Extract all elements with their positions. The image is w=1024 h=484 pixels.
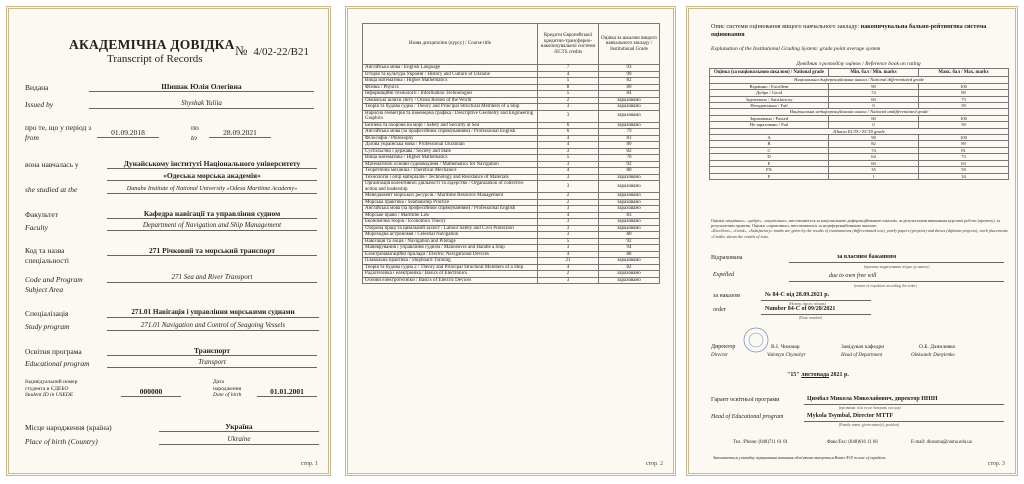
- edu-label-en: Educational program: [25, 359, 90, 368]
- expelled-ua: за власним бажанням: [837, 254, 897, 260]
- course-grade: 93: [599, 65, 660, 72]
- grade-max: 73: [919, 154, 1009, 160]
- grading-body: [710, 77, 1009, 180]
- grade-max: 34: [919, 173, 1009, 179]
- grade-name: C: [710, 147, 829, 153]
- expelled-hint-ua: (причина відрахування згідно до наказу): [864, 265, 930, 269]
- studied-label-en: she studied at the: [25, 185, 78, 194]
- course-title: Філософія / Philosophy: [363, 135, 538, 142]
- student-id-label-3: Student ID in USEDE: [25, 392, 74, 398]
- contact-email: E-mail: dinsoma@onma.edu.ua: [911, 440, 972, 445]
- course-grade: 92: [599, 161, 660, 168]
- course-ects: 3: [538, 148, 599, 155]
- course-title: Теорія та будова судна / Theory and Principal Structural Members of a Ship: [363, 104, 538, 111]
- order-ua: № 84-С від 28.09.2021 р.: [765, 292, 830, 298]
- grade-name: Зараховано / Passed: [710, 115, 829, 121]
- grade-max: 89: [919, 90, 1009, 96]
- grading-heading-prefix: Опис системи оцінювання вищого навчального закладу:: [711, 23, 861, 30]
- course-grade: 80: [599, 232, 660, 239]
- course-title: Англійська мова / English Language: [363, 65, 538, 72]
- grading-section-title: Національна недиференційована шкала / National undifferentiated grade: [710, 109, 1009, 115]
- grade-name: Відмінно / Excellent: [710, 83, 829, 89]
- grade-name: B: [710, 141, 829, 147]
- code-en: 271 Sea and River Transport: [107, 273, 317, 283]
- col-min: Мін. бал / Min. marks: [829, 69, 919, 77]
- student-id-label: [25, 379, 77, 399]
- course-row: [363, 181, 660, 193]
- date-from: 01.09.2018: [97, 128, 159, 138]
- course-grade: зараховано: [599, 174, 660, 181]
- grade-min: 35: [829, 167, 919, 173]
- grade-name: D: [710, 154, 829, 160]
- course-title: Безпека та охорона на морі / Safety and Security at Sea: [363, 122, 538, 129]
- grade-max: 59: [919, 103, 1009, 109]
- course-ects: 3: [538, 219, 599, 226]
- period-label-ua: про те, що у період з: [25, 123, 92, 132]
- course-ects: 4: [538, 212, 599, 219]
- course-ects: 2: [538, 199, 599, 206]
- course-ects: 6: [538, 129, 599, 136]
- courses-header: [363, 24, 660, 65]
- course-grade: 76: [599, 155, 660, 162]
- institution-en: Danube Institute of National University «Odesa Maritime Academy»: [107, 184, 317, 194]
- number-value: 4/02-22/В21: [253, 46, 310, 58]
- course-ects: 21: [538, 258, 599, 265]
- course-title: Маневрування і управління судном / Manoeuvre and Handle a Ship: [363, 245, 538, 252]
- grade-name: A: [710, 135, 829, 141]
- edu-ua: Транспорт: [107, 346, 317, 356]
- grade-min: 64: [829, 154, 919, 160]
- grade-max: 100: [919, 135, 1009, 141]
- note-ua: Оцінки «відмінно», «добре», «задовільно», виставляються за національною диференційованою шкалою, за результатами виконання курсової роботи (проекту), за результатами практик. Оцінки «зараховано» виставляються за недиференційованою шкалою.: [711, 218, 1001, 229]
- course-grade: зараховано: [599, 193, 660, 200]
- code-ua: 271 Річковий та морський транспорт: [107, 246, 317, 256]
- transcript-page-3: [686, 6, 1018, 476]
- course-grade: 83: [599, 212, 660, 219]
- grade-min: 60: [829, 160, 919, 166]
- course-grade: 89: [599, 84, 660, 91]
- studied-label-ua: вона навчалась у: [25, 160, 79, 169]
- course-title: Плавальна практика / Shipboard Training: [363, 258, 538, 265]
- guarantor-ua-line: [804, 404, 1004, 405]
- grade-name: Задовільно / Satisfactory: [710, 96, 829, 102]
- issue-date: [787, 372, 849, 378]
- director-name-en: Valentyn Chymshyr: [767, 353, 806, 358]
- spec-ua: 271.01 Навігація і управління морськими суднами: [107, 308, 319, 318]
- course-grade: зараховано: [599, 225, 660, 232]
- title-ua: АКАДЕМІЧНА ДОВІДКА: [69, 37, 235, 52]
- course-ects: 5: [538, 91, 599, 98]
- pob-ua: Україна: [159, 422, 319, 432]
- grading-header: [710, 69, 1009, 77]
- guarantor-hint-ua: (прізвище, ім'я та по батькові, посада): [839, 406, 901, 410]
- grade-min: 90: [829, 135, 919, 141]
- course-grade: 80: [599, 168, 660, 175]
- to-ua: по: [191, 123, 199, 132]
- grade-min: 0: [829, 122, 919, 128]
- grading-section-title: Національна диференційована шкала / National differentiated grade: [710, 77, 1009, 83]
- grade-min: 74: [829, 147, 919, 153]
- reference-book: Довідник з розподілу оцінок / Reference book on rating: [796, 61, 921, 67]
- expelled-hint-en: (reason of expulsion according the order): [854, 284, 917, 288]
- period-label-en: from: [25, 133, 39, 142]
- order-hint-ua: (Номер, число, місяць): [789, 302, 826, 306]
- course-grade: 84: [599, 91, 660, 98]
- pob-label-en: Place of birth (Country): [25, 437, 98, 446]
- expelled-en: due to own free will: [829, 273, 877, 279]
- course-ects: 3: [538, 104, 599, 111]
- course-title: Англійська мова (за професійним спрямуванням) / Professional English: [363, 129, 538, 136]
- course-ects: 3: [538, 225, 599, 232]
- edu-label-ua: Освітня програма: [25, 347, 82, 356]
- guarantor-ua: Цимбал Микола Миколайович, директор ННІН: [807, 396, 938, 402]
- grade-max: 81: [919, 147, 1009, 153]
- course-title: Морська практика / Seamanship Practice: [363, 199, 538, 206]
- pob-label-ua: Місце народження (країна): [25, 423, 112, 432]
- deputy-label-en: Head of Department: [841, 353, 883, 358]
- course-grade: 82: [599, 264, 660, 271]
- course-ects: 5: [538, 238, 599, 245]
- number-label: №: [235, 43, 248, 58]
- col-grade: Оцінка за шкалою вищого навчального закладу / Institutional Grade: [599, 24, 660, 65]
- course-title: Математичні основи судноводіння / Mathematics for Navigation: [363, 161, 538, 168]
- course-grade: зараховано: [599, 181, 660, 193]
- grading-row: [710, 173, 1009, 179]
- course-title: Нарисна геометрія та інженерна графіка / Descriptive Geometry and Engineering Graphics: [363, 110, 538, 122]
- to-en: to: [191, 133, 197, 142]
- faculty-label-ua: Факультет: [25, 210, 58, 219]
- course-ects: 2: [538, 271, 599, 278]
- grade-min: 60: [829, 96, 919, 102]
- course-row: [363, 110, 660, 122]
- course-title: Менеджмент морських ресурсів / Maritime Resource Management: [363, 193, 538, 200]
- course-title: Мореходна астрономія / Celestial Navigation: [363, 232, 538, 239]
- spec-en: 271.01 Navigation and Control of Seagoing Vessels: [107, 321, 319, 331]
- grade-min: 1: [829, 173, 919, 179]
- guarantor-label-en: Head of Educational program: [711, 414, 784, 420]
- course-grade: зараховано: [599, 104, 660, 111]
- course-grade: 81: [599, 135, 660, 142]
- grade-min: 0: [829, 103, 919, 109]
- grade-name: Добре / Good: [710, 90, 829, 96]
- code-label-ua-2: спеціальності: [25, 256, 69, 265]
- course-grade: зараховано: [599, 271, 660, 278]
- dob-label-2: народження: [213, 385, 242, 392]
- faculty-ua: Кафедра навігації та управління судном: [107, 209, 317, 219]
- course-title: Теоретична механіка / Theretical Mechanics: [363, 168, 538, 175]
- guarantor-en-line: [804, 421, 1004, 422]
- course-ects: 4: [538, 135, 599, 142]
- code-label-ua-1: Код та назва: [25, 246, 65, 255]
- course-title: Англійська мова (за професійним спрямуванням) / Professional English: [363, 206, 538, 213]
- grading-section-title: Шкала ЕСТS / ECTS grade: [710, 128, 1009, 134]
- code-label-en-1: Code and Program: [25, 275, 83, 284]
- grade-min: 60: [829, 115, 919, 121]
- course-ects: 6: [538, 122, 599, 129]
- course-title: Організація колективної діяльності та лідерство / Organization of collective action and leadership: [363, 181, 538, 193]
- course-grade: зараховано: [599, 97, 660, 104]
- footnote: Заповнюється у випадку переривання навчання обов'язково вказується Наказ /Fill in case of expulsion.: [713, 455, 887, 460]
- course-title: Основи електротехніки / Basics of Electric Devices: [363, 277, 538, 284]
- name-ua: Шишак Юлія Олегівна: [89, 82, 314, 92]
- director-label-en: Director: [711, 353, 729, 358]
- course-grade: зараховано: [599, 199, 660, 206]
- course-ects: 4: [538, 264, 599, 271]
- grade-max: 100: [919, 83, 1009, 89]
- course-ects: 2: [538, 193, 599, 200]
- course-grade: 80: [599, 142, 660, 149]
- guarantor-en: Mykola Tsymbal, Director MTTF: [807, 413, 894, 419]
- grade-max: 59: [919, 167, 1009, 173]
- note-en: «Excellent», «Good», «Satisfactory» marks are given by the results of examinations (differentiated test), yearly papers (projects) and theses (diploma projects), work placements «Credit» shows the results of tests.: [711, 228, 1008, 239]
- course-title: Фізика / Physics: [363, 84, 538, 91]
- course-ects: 4: [538, 142, 599, 149]
- order-label-ua: за наказом: [713, 293, 740, 299]
- courses-table: [362, 23, 660, 284]
- issued-label-en: Issued by: [25, 100, 54, 109]
- course-grade: 94: [599, 245, 660, 252]
- transcript-page-1: [6, 6, 331, 476]
- expelled-label-ua: Відрахована: [711, 255, 743, 261]
- institution-ua-2: «Одеська морська академія»: [107, 171, 317, 181]
- code-label-en-2: Subject Area: [25, 285, 64, 294]
- col-max: Макс. бал / Max. marks: [919, 69, 1009, 77]
- course-title: Вища математика / Higher Mathematics: [363, 78, 538, 85]
- grade-name: E: [710, 160, 829, 166]
- dob-label-1: Дата: [213, 379, 224, 385]
- pob-en: Ukraine: [159, 435, 319, 445]
- order-label-en: order: [713, 307, 727, 313]
- course-ects: 3: [538, 206, 599, 213]
- course-ects: 3: [538, 232, 599, 239]
- spec-label-en: Study program: [25, 322, 70, 331]
- course-grade: 82: [599, 148, 660, 155]
- contact-fax: Факс/Fax: (048)616 11 66: [827, 440, 878, 445]
- order-en-line: [761, 314, 871, 315]
- spec-label-ua: Спеціалізація: [25, 309, 69, 318]
- order-ua-line: [761, 300, 871, 301]
- course-grade: зараховано: [599, 206, 660, 213]
- course-grade: 79: [599, 129, 660, 136]
- issue-year: 2021 р.: [830, 372, 849, 378]
- faculty-label-en: Faculty: [25, 223, 48, 232]
- student-id: 000000: [121, 387, 181, 397]
- course-title: Інформаційні технології / Information Technologies: [363, 91, 538, 98]
- guarantor-label-ua: Гарант освітньої програми: [711, 397, 780, 403]
- col-national-grade: Оцінка (за національною шкалою) / National grade: [710, 69, 829, 77]
- course-title: Економічна теорія / Economics Theory: [363, 219, 538, 226]
- course-title: Радіотехніка і електроніка / Basics of Electronics: [363, 271, 538, 278]
- expelled-en-line: [789, 281, 1004, 282]
- transcript-number: [235, 43, 309, 59]
- course-grade: зараховано: [599, 122, 660, 129]
- title-en: Transcript of Records: [107, 53, 203, 65]
- course-ects: 3: [538, 110, 599, 122]
- expelled-label-en: Expelled: [713, 272, 734, 278]
- grade-max: 73: [919, 96, 1009, 102]
- institution-ua-1: Дунайському інституті Національного університету: [107, 159, 317, 169]
- grading-heading-en: Explanation of the Institutional Grading System: grade point average system: [711, 46, 881, 52]
- course-grade: 88: [599, 251, 660, 258]
- dob-label: [213, 379, 241, 399]
- grading-note: [711, 218, 1009, 239]
- date-to: 28.09.2021: [209, 128, 271, 138]
- page-number: стор. 3: [987, 461, 1005, 467]
- expelled-ua-line: [789, 262, 1004, 263]
- course-ects: 3: [538, 181, 599, 193]
- course-grade: зараховано: [599, 277, 660, 284]
- course-title: Океанські шляхи світу / Ocean Routes of the World: [363, 97, 538, 104]
- course-ects: 4: [538, 168, 599, 175]
- course-title: Теорія та будова судна 2 / Theory and Principal Structural Members of a Ship: [363, 264, 538, 271]
- issue-day: "15": [787, 372, 800, 378]
- grading-heading-ua: [711, 23, 1006, 38]
- course-ects: 2: [538, 97, 599, 104]
- grading-heading-bold: накопичувальна бально-рейтингова система оцінювання: [711, 23, 987, 38]
- order-en: Number 84-С of 09/28/2021: [765, 306, 836, 312]
- grade-min: 90: [829, 83, 919, 89]
- course-ects: 3: [538, 277, 599, 284]
- transcript-page-2: [345, 6, 676, 476]
- course-ects: 7: [538, 65, 599, 72]
- grade-min: 74: [829, 90, 919, 96]
- course-grade: 82: [599, 78, 660, 85]
- course-title: Ділова українська мова / Professional Ukrainian: [363, 142, 538, 149]
- student-id-label-1: Індивідуальний номер: [25, 379, 78, 385]
- grade-min: 82: [829, 141, 919, 147]
- director-label-ua: Директор: [711, 344, 736, 350]
- course-ects: 5: [538, 155, 599, 162]
- courses-body: [363, 65, 660, 284]
- grade-name: Не зараховано / Fail: [710, 122, 829, 128]
- edu-en: Transport: [107, 358, 317, 368]
- course-ects: 3: [538, 245, 599, 252]
- course-grade: зараховано: [599, 258, 660, 265]
- contact-phone: Тел. /Phone: (048)711 61 01: [733, 440, 788, 445]
- course-title: Історія та культура України / History and Culture of Ukraine: [363, 71, 538, 78]
- course-ects: 3: [538, 161, 599, 168]
- guarantor-hint-en: (Family name, given name(s), position): [839, 423, 900, 427]
- deputy-label-ua: Завідувач кафедри: [841, 344, 885, 350]
- course-grade: 92: [599, 238, 660, 245]
- round-seal-icon: [743, 327, 769, 353]
- deputy-name-ua: О.Б. Данилевко: [919, 344, 956, 350]
- dob-label-3: Date of birth: [213, 392, 242, 398]
- course-ects: 4: [538, 251, 599, 258]
- grade-max: 59: [919, 122, 1009, 128]
- course-ects: 8: [538, 84, 599, 91]
- grade-name: FX: [710, 167, 829, 173]
- issue-month: листопада: [801, 372, 830, 378]
- course-title: Технологія і опір матеріалів / Technology and Resistance of Materials: [363, 174, 538, 181]
- page-number: стор. 1: [300, 461, 318, 467]
- col-ects: Кредити Європейської кредитно-трансферно-накопичувальної системи /ECTS credits: [538, 24, 599, 65]
- issued-label-ua: Видана: [25, 83, 49, 92]
- course-title: Морське право / Maritime Law: [363, 212, 538, 219]
- course-title: Охорона праці та цивільний захист / Labour Safety and Civil Protection: [363, 225, 538, 232]
- name-en: Shyshak Yuliia: [89, 99, 314, 109]
- course-ects: 5: [538, 78, 599, 85]
- course-title: Вища математика / Higher Mathematics: [363, 155, 538, 162]
- grade-name: Незадовільно / Fail: [710, 103, 829, 109]
- director-name-ua: В.І. Чижмар: [771, 344, 800, 350]
- course-grade: зараховано: [599, 110, 660, 122]
- course-grade: 90: [599, 71, 660, 78]
- course-title: Електронавігаційні прилади / Electric Navigational Devices: [363, 251, 538, 258]
- page-number: стор. 2: [645, 461, 663, 467]
- date-of-birth: 01.01.2001: [257, 387, 317, 397]
- deputy-name-en: Oleksandr Danylenko: [911, 353, 955, 358]
- faculty-en: Department of Navigation and Ship Management: [107, 221, 317, 231]
- course-ects: 4: [538, 71, 599, 78]
- order-hint-en: (Date, number): [799, 316, 823, 320]
- grading-table: [709, 68, 1009, 180]
- course-title: Навігація та лоція / Navigation and Pilotage: [363, 238, 538, 245]
- course-grade: зараховано: [599, 219, 660, 226]
- grade-max: 63: [919, 160, 1009, 166]
- course-title: Суспільство і держава / Society and State: [363, 148, 538, 155]
- grade-max: 100: [919, 115, 1009, 121]
- course-ects: 3: [538, 174, 599, 181]
- student-id-label-2: студента в ЄДЕБО: [25, 385, 69, 392]
- col-course-title: Назва дисципліни (курсу) / Course title: [363, 24, 538, 65]
- grade-name: F: [710, 173, 829, 179]
- course-row: [363, 277, 660, 284]
- grade-max: 89: [919, 141, 1009, 147]
